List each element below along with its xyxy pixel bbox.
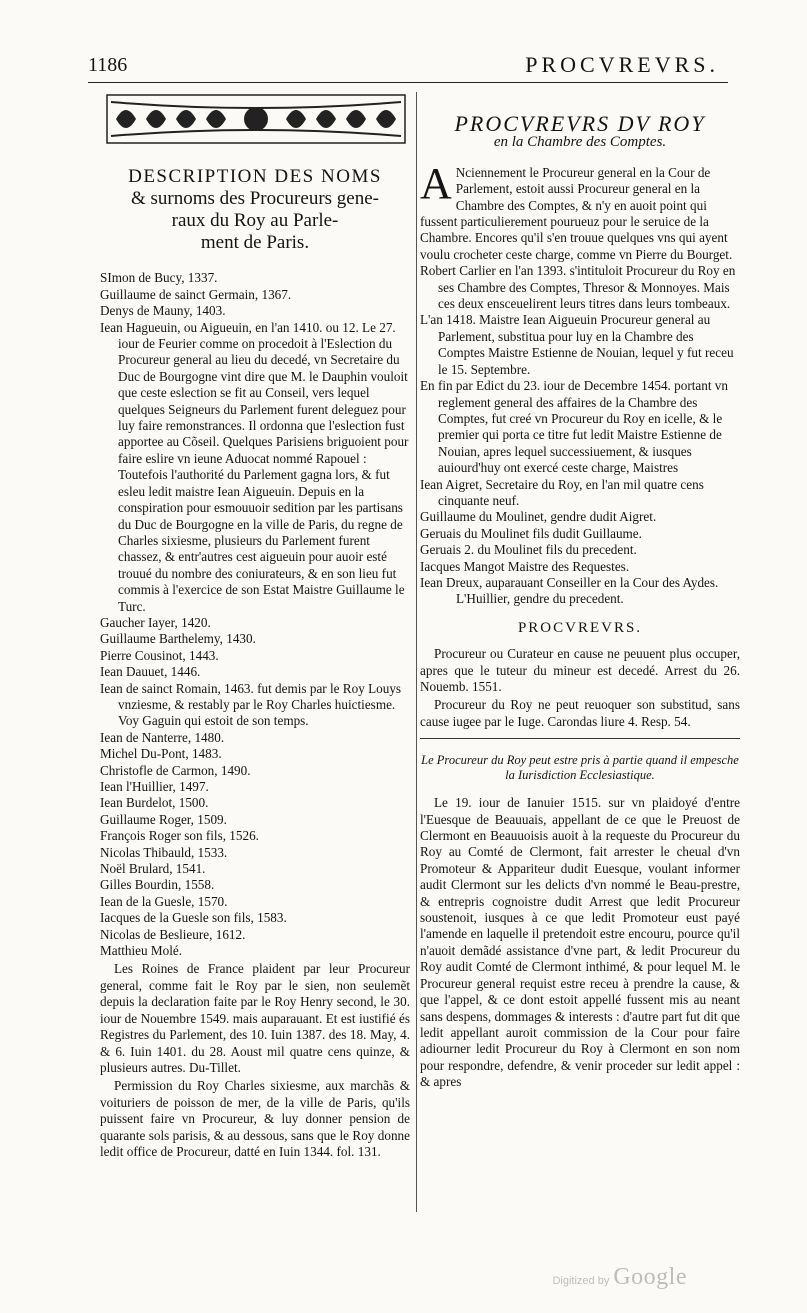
list-item: Robert Carlier en l'an 1393. s'intituloit Procureur du Roy en ses Chambre des Comptes, Thresor & Monnoyes. Mais ces deux ensceuelirent leurs titres dans leurs tombeaux.: [420, 263, 736, 312]
right-column: [420, 88, 740, 1091]
list-item: Guillaume du Moulinet, gendre dudit Aigret.: [420, 509, 657, 525]
list-item: Iean de la Guesle, 1570.: [100, 893, 228, 909]
list-item: L'an 1418. Maistre Iean Aigueuin Procureur general au Parlement, substitua pour luy en la Chambre des Comptes Maistre Estienne de Nouian, lequel y fut receu le 15. Septembre.: [420, 312, 734, 377]
list-item: Nicolas Thibauld, 1533.: [100, 844, 228, 860]
procureurs-list: [100, 270, 410, 959]
list-item: Gilles Bourdin, 1558.: [100, 877, 215, 893]
list-item: Pierre Cousinot, 1443.: [100, 647, 219, 663]
title-line: & surnoms des Procureurs gene-: [130, 188, 379, 210]
list-item: Iean de Nanterre, 1480.: [100, 729, 225, 745]
list-item: Nicolas de Beslieure, 1612.: [100, 926, 246, 942]
section-rule: [420, 738, 740, 739]
title-line: DESCRIPTION DES NOMS: [128, 166, 382, 188]
list-item: SImon de Bucy, 1337.: [100, 270, 218, 286]
ornament-band-icon: [106, 94, 406, 144]
watermark-prefix: Digitized by: [552, 1275, 610, 1287]
digitized-watermark: [552, 1264, 687, 1291]
list-item: Guillaume de sainct Germain, 1367.: [100, 286, 292, 302]
section-title: PROCVREVRS DV ROY: [454, 111, 706, 136]
list-item: Matthieu Molé.: [100, 943, 183, 959]
title-line: ment de Paris.: [200, 232, 310, 254]
page-number: 1186: [88, 54, 128, 76]
list-item: Guillaume Barthelemy, 1430.: [100, 631, 256, 647]
running-title: PROCVREVRS.: [525, 52, 719, 77]
list-item: Iean de sainct Romain, 1463. fut demis par le Roy Louys vnziesme, & restably par le Roy Charles huictiesme. Voy Gaguin qui estoit de son temps.: [100, 680, 402, 729]
watermark-brand: Google: [613, 1264, 687, 1290]
header-rule: [88, 82, 728, 83]
main-title: [100, 166, 410, 254]
list-item: Geruais du Moulinet fils dudit Guillaume.: [420, 525, 642, 541]
paragraph-substitud: Procureur du Roy ne peut reuoquer son substitud, sans cause iugee par le Iuge. Carondas liure 4. Resp. 54.: [420, 697, 740, 729]
list-item: Iean Dreux, auparauant Conseiller en la Cour des Aydes.: [420, 574, 719, 590]
drop-cap: A: [420, 158, 452, 208]
paragraph-curateur: Procureur ou Curateur en cause ne peuuent plus occuper, apres que le tuteur du mineur est decedé. Arrest du 26. Nouemb. 1551.: [420, 646, 740, 694]
subheading: PROCVREVRS.: [517, 619, 643, 636]
list-item: Michel Du-Pont, 1483.: [100, 746, 222, 762]
intro-block: [420, 158, 740, 263]
list-item: En fin par Edict du 23. iour de Decembre 1454. portant vn reglement general des affaires de la Chambre des Comptes, fut creé vn Procureur du Roy en icelle, & le premier qui porta ce titre fut ledit Maistre Estienne de Nouian, apres lequel successiuement, & iusques auiourd'huy ont exercé ceste charge, Maistres: [420, 378, 728, 476]
rubric: Le Procureur du Roy peut estre pris à partie quand il empesche la Iurisdiction Ecclesiastique.: [421, 753, 739, 783]
list-item: Iacques Mangot Maistre des Requestes.: [420, 558, 630, 574]
list-item: François Roger son fils, 1526.: [100, 828, 259, 844]
last-entry: L'Huillier, gendre du precedent.: [456, 591, 624, 607]
list-item: Christofle de Carmon, 1490.: [100, 762, 251, 778]
column-divider: [416, 92, 417, 1212]
paragraph-roines: Les Roines de France plaident par leur Procureur general, comme fait le Roy par le sien, non seulemẽt depuis la declaration faite par le Roy Henry second, le 30. iour de Nouembre 1549. mais auparauant. Et est iustifié és Registres du Parlement, des 10. Iuin 1387. des 18. May, 4. & 6. Iuin 1401. du 28. Aoust mil quatre cens quinze, & plusieurs autres. Du-Tillet.: [100, 961, 410, 1075]
paragraph-permission: Permission du Roy Charles sixiesme, aux marchãs & voituriers de poisson de mer, de la ville de Paris, qu'ils puissent faire vn Procureur, & luy donner pension de quarante sols parisis, & au dessous, sans que le Roy donne ledit office de Procureur, datté en Iuin 1344. fol. 131.: [100, 1078, 410, 1159]
title-line: raux du Roy au Parle-: [171, 210, 339, 232]
list-item: Noël Brulard, 1541.: [100, 861, 206, 877]
paragraph-beauvais: Le 19. iour de Ianuier 1515. sur vn plaidoyé d'entre l'Euesque de Beauuais, appellant de ce que le Preuost de Clermont en Beauuoisis auoit à la requeste du Procureur du Roy au Comté de Clermont, fait arrester le cheual d'vn Promoteur & Appariteur dudit Euesque, voulant informer audit Clermont sur les delicts d'vn nommé le Beau-prestre, & entrepris cognoistre dudit Arrest que ledit Procureur soustenoit, iusques à ce que ledit Promoteur eust payé l'amende en laquelle il pretendoit estre encouru, pource qu'il n'auoit demãdé assistance d'vne part, & ledit Procureur du Roy audit Comté de Clermont inthimé, & pour lequel M. le Procureur general requist estre receu à prendre la cause, & que l'appel, & ce dont estoit appellé fussent mis au neant sans despens, dommages & interests : d'autre part fut dit que ledit appellant auroit commission de la Cour pour faire adiourner ledit Procureur du Roy à Clermont en son nom pour respondre, defendre, & venir proceder sur ledit appel : & apres: [420, 795, 740, 1090]
list-item: Iean l'Huillier, 1497.: [100, 779, 209, 794]
list-item: Denys de Mauny, 1403.: [100, 303, 226, 319]
intro-text: Nciennement le Procureur general en la Cour de Parlement, estoit aussi Procureur general en la Chambre des Comptes, & n'y en auoit point qui fussent particulierement pourueuz pour le seruice de la Chambre. Encores qu'il s'en trouue quelques vns qui ayent voulu crocheter ceste charge, comme vn Pierre du Bourget.: [420, 164, 733, 262]
list-item: Iean Dauuet, 1446.: [100, 664, 201, 680]
list-item: Guillaume Roger, 1509.: [100, 811, 227, 827]
list-item: Gaucher Iayer, 1420.: [100, 614, 211, 630]
section-subtitle: en la Chambre des Comptes.: [493, 134, 667, 151]
list-item: Iean Hagueuin, ou Aigueuin, en l'an 1410. ou 12. Le 27. iour de Feurier comme on procedoit à l'Eslection du Procureur general au lieu du decedé, vn Secretaire du Duc de Bourgogne vint dire que M. le Dauphin vouloit que ceste eslection se fit au Conseil, vers lequel quelques Seigneurs du Parlement furent deleguez pour luy faire remonstrances. Il ordonna que l'eslection fust apportee au Cõseil. Quelques Parisiens briguoient pour faire eslire vn ieune Aduocat nommé Rapouel : Toutefois l'authorité du Parlement gagna lors, & fut esleu ledit maistre Iean Aigueuin. Depuis en la conspiration pour esmouuoir sedition par les partisans du Duc de Bourgogne en la ville de Paris, du regne de Charles sixiesme, plusieurs du Parlement furent chassez, & entr'autres cest aigueuin pour auoir esté trouué du nombre des coniurateurs, & en son lieu fut commis à l'exercice de son Estat Maistre Guillaume le Turc.: [100, 319, 409, 614]
left-column: [100, 88, 410, 1160]
list-item: Iacques de la Guesle son fils, 1583.: [100, 910, 287, 926]
list-item: Geruais 2. du Moulinet fils du precedent.: [420, 542, 637, 558]
chambre-list: [420, 263, 740, 591]
list-item: Iean Burdelot, 1500.: [100, 795, 209, 811]
list-item: Iean Aigret, Secretaire du Roy, en l'an mil quatre cens cinquante neuf.: [420, 476, 704, 508]
